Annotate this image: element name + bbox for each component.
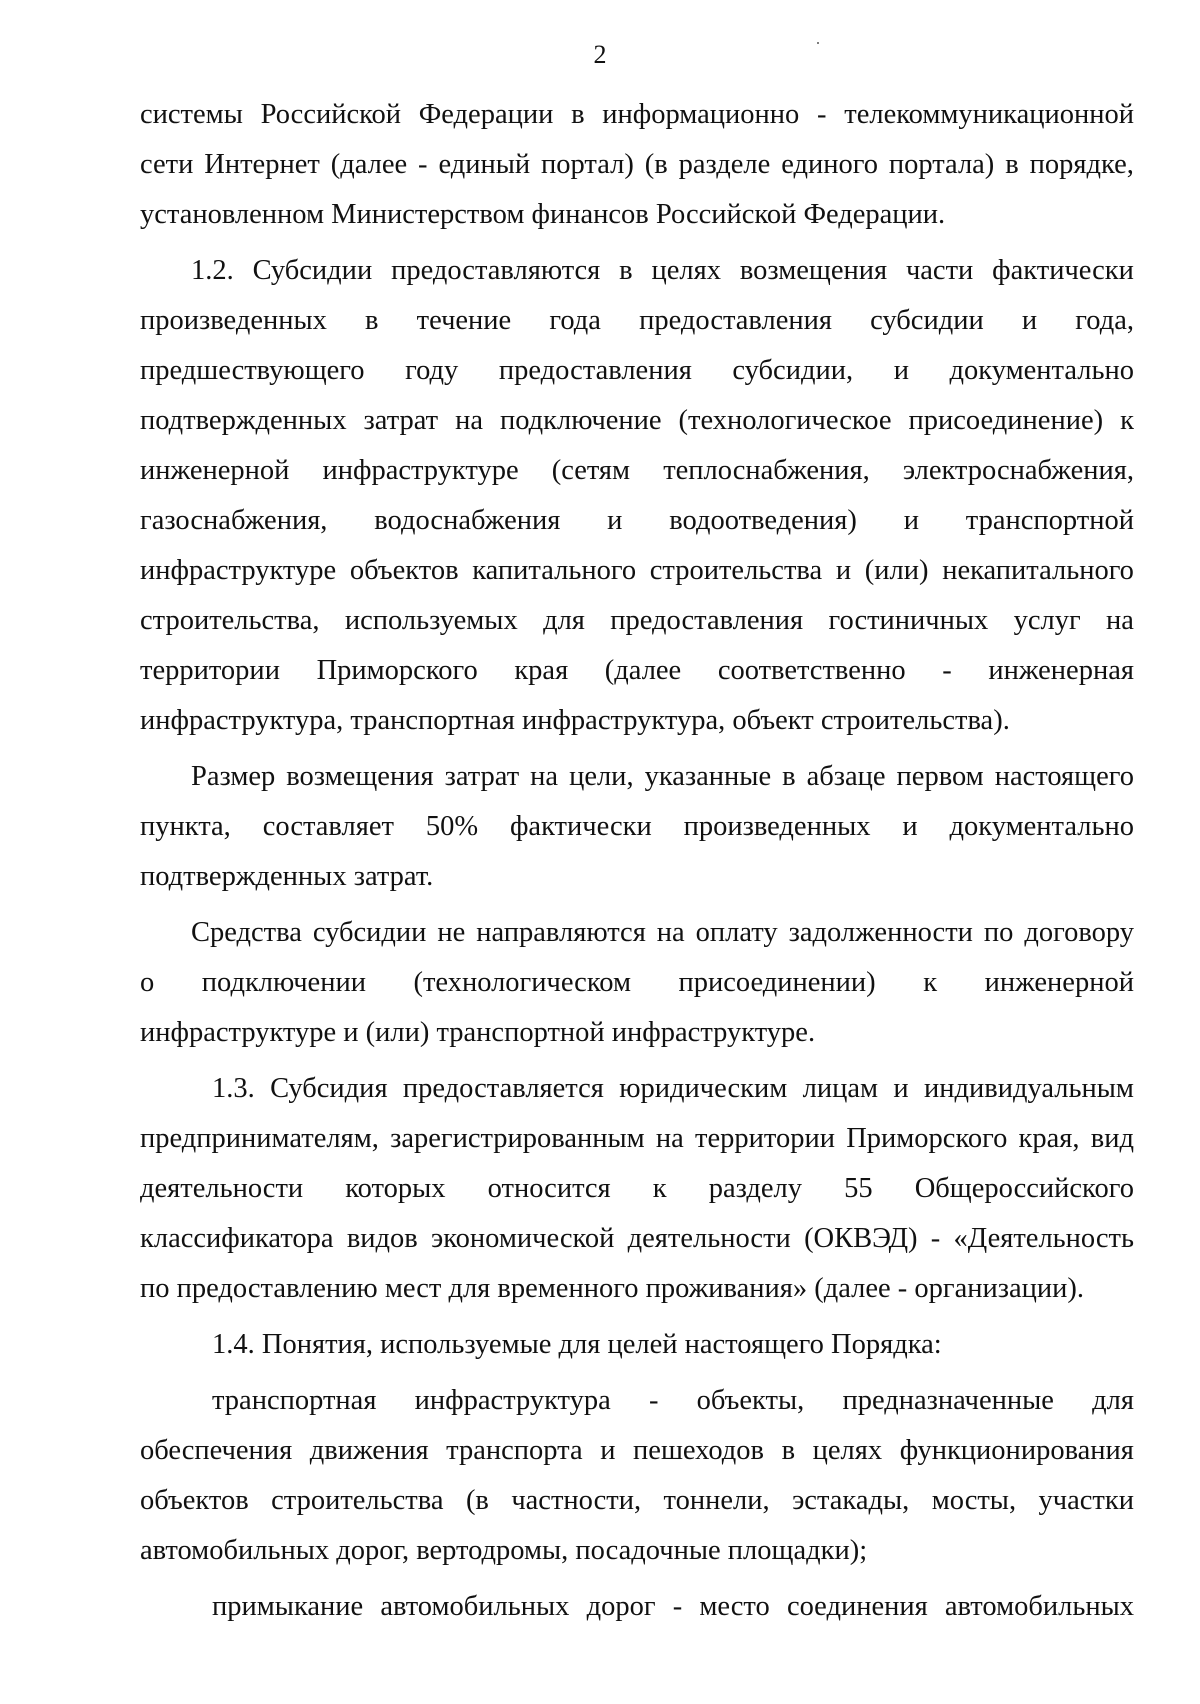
text-line: предпринимателям, зарегистрированным на территории Приморского края, вид: [140, 1123, 1134, 1154]
document-body: [140, 90, 1134, 1632]
paragraph: [140, 1320, 1134, 1370]
text-line: Средства субсидии не направляются на оплату задолженности по договору: [191, 917, 1134, 948]
text-line: инженерной инфраструктуре (сетям теплоснабжения, электроснабжения,: [140, 455, 1134, 486]
text-line: установленном Министерством финансов Российской Федерации.: [140, 199, 946, 230]
text-line: предшествующего году предоставления субсидии, и документально: [140, 355, 1134, 386]
text-line: системы Российской Федерации в информационно - телекоммуникационной: [140, 99, 1134, 130]
text-line: подтвержденных затрат на подключение (технологическое присоединение) к: [140, 405, 1134, 436]
text-line: территории Приморского края (далее соответственно - инженерная: [140, 655, 1134, 686]
text-line: пункта, составляет 50% фактически произведенных и документально: [140, 811, 1134, 842]
text-line: о подключении (технологическом присоединении) к инженерной: [140, 967, 1134, 998]
paragraph: [140, 908, 1134, 1058]
paragraph: [140, 752, 1134, 902]
text-line: инфраструктуре объектов капитального строительства и (или) некапитального: [140, 555, 1134, 586]
text-line: 1.3. Субсидия предоставляется юридическим лицам и индивидуальным: [212, 1073, 1134, 1104]
text-line: обеспечения движения транспорта и пешеходов в целях функционирования: [140, 1435, 1134, 1466]
text-line: 1.4. Понятия, используемые для целей настоящего Порядка:: [212, 1329, 942, 1360]
paragraph: [140, 246, 1134, 746]
paragraph: [140, 1064, 1134, 1314]
text-line: объектов строительства (в частности, тоннели, эстакады, мосты, участки: [140, 1485, 1134, 1516]
text-line: строительства, используемых для предоставления гостиничных услуг на: [140, 605, 1134, 636]
text-line: автомобильных дорог, вертодромы, посадочные площадки);: [140, 1535, 868, 1566]
text-line: по предоставлению мест для временного проживания» (далее - организации).: [140, 1273, 1085, 1304]
text-line: газоснабжения, водоснабжения и водоотведения) и транспортной: [140, 505, 1134, 536]
text-line: 1.2. Субсидии предоставляются в целях возмещения части фактически: [191, 255, 1134, 286]
page-number: 2: [593, 40, 607, 69]
text-line: Размер возмещения затрат на цели, указанные в абзаце первом настоящего: [191, 761, 1134, 792]
text-line: деятельности которых относится к разделу 55 Общероссийского: [140, 1173, 1134, 1204]
paragraph: [140, 90, 1134, 240]
text-line: классификатора видов экономической деятельности (ОКВЭД) - «Деятельность: [140, 1223, 1134, 1254]
scan-artifact-dot: [817, 42, 819, 44]
text-line: инфраструктура, транспортная инфраструктура, объект строительства).: [140, 705, 1010, 736]
text-line: произведенных в течение года предоставления субсидии и года,: [140, 305, 1134, 336]
text-line: транспортная инфраструктура - объекты, предназначенные для: [212, 1385, 1134, 1416]
text-line: примыкание автомобильных дорог - место соединения автомобильных: [212, 1591, 1134, 1622]
text-line: сети Интернет (далее - единый портал) (в разделе единого портала) в порядке,: [140, 149, 1134, 180]
paragraph: [140, 1582, 1134, 1632]
paragraph: [140, 1376, 1134, 1576]
text-line: подтвержденных затрат.: [140, 861, 434, 892]
text-line: инфраструктуре и (или) транспортной инфраструктуре.: [140, 1017, 816, 1048]
